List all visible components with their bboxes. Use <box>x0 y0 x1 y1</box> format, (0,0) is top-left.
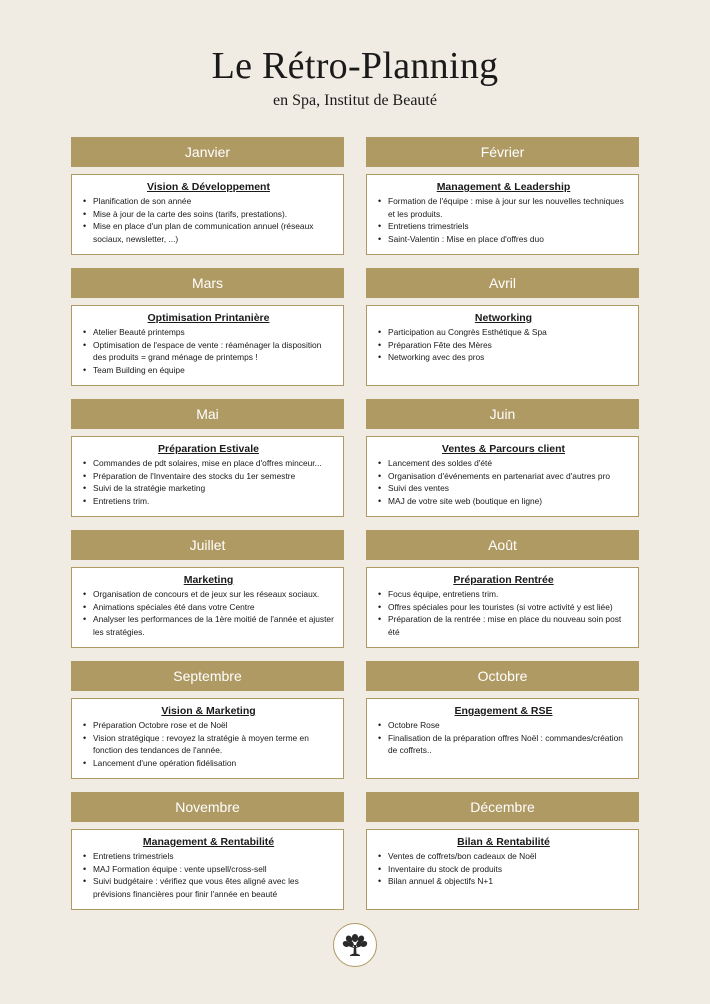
task-item: • Suivi des ventes <box>388 482 632 495</box>
page-header <box>0 0 710 111</box>
month-theme: Préparation Estivale <box>158 443 259 455</box>
task-item: • Octobre Rose <box>388 719 632 732</box>
month-header: Août <box>366 530 639 560</box>
logo <box>333 923 377 967</box>
months-grid <box>71 137 639 923</box>
month-fevrier <box>366 137 639 268</box>
task-item: • Entretiens trimestriels <box>93 850 337 863</box>
task-item: • Planification de son année <box>93 195 337 208</box>
month-card <box>71 698 344 779</box>
task-item: • Networking avec des pros <box>388 351 632 364</box>
task-item: • Organisation d'événements en partenariat avec d'autres pro <box>388 470 632 483</box>
task-item: • Préparation Octobre rose et de Noël <box>93 719 337 732</box>
task-item: • Inventaire du stock de produits <box>388 863 632 876</box>
task-item: • Ventes de coffrets/bon cadeaux de Noël <box>388 850 632 863</box>
page-subtitle: en Spa, Institut de Beauté <box>273 92 437 109</box>
task-item: • Bilan annuel & objectifs N+1 <box>388 875 632 888</box>
month-card <box>366 436 639 517</box>
month-card <box>71 436 344 517</box>
month-theme: Bilan & Rentabilité <box>457 836 550 848</box>
month-decembre <box>366 792 639 923</box>
month-header: Novembre <box>71 792 344 822</box>
month-header: Octobre <box>366 661 639 691</box>
task-item: • Suivi budgétaire : vérifiez que vous êtes aligné avec les prévisions financières pour finir l'année en beauté <box>93 875 337 900</box>
tree-icon <box>340 930 370 960</box>
task-item: • Suivi de la stratégie marketing <box>93 482 337 495</box>
month-septembre <box>71 661 344 792</box>
month-card <box>366 174 639 255</box>
month-aout <box>366 530 639 661</box>
month-mars <box>71 268 344 399</box>
task-item: • Entretiens trim. <box>93 495 337 508</box>
task-item: • Animations spéciales été dans votre Centre <box>93 601 337 614</box>
month-card <box>71 567 344 648</box>
task-item: • Organisation de concours et de jeux sur les réseaux sociaux. <box>93 588 337 601</box>
month-mai <box>71 399 344 530</box>
task-item: • MAJ Formation équipe : vente upsell/cross-sell <box>93 863 337 876</box>
month-juillet <box>71 530 344 661</box>
task-item: • Finalisation de la préparation offres Noël : commandes/création de coffrets.. <box>388 732 632 757</box>
task-list <box>80 850 337 900</box>
month-header: Février <box>366 137 639 167</box>
task-item: • Participation au Congrès Esthétique & Spa <box>388 326 632 339</box>
task-item: • Atelier Beauté printemps <box>93 326 337 339</box>
task-item: • Mise en place d'un plan de communication annuel (réseaux sociaux, newsletter, ...) <box>93 220 337 245</box>
month-theme: Optimisation Printanière <box>147 312 270 324</box>
month-theme: Management & Leadership <box>436 181 571 193</box>
month-juin <box>366 399 639 530</box>
task-list <box>375 457 632 507</box>
month-theme: Vision & Marketing <box>161 705 256 717</box>
task-list <box>80 457 337 507</box>
month-header: Janvier <box>71 137 344 167</box>
month-card <box>366 698 639 779</box>
month-card <box>366 567 639 648</box>
month-theme: Networking <box>474 312 533 324</box>
month-header: Juin <box>366 399 639 429</box>
task-list <box>80 719 337 769</box>
task-item: • MAJ de votre site web (boutique en ligne) <box>388 495 632 508</box>
task-item: • Commandes de pdt solaires, mise en place d'offres minceur... <box>93 457 337 470</box>
task-list <box>80 326 337 376</box>
month-card <box>71 305 344 386</box>
month-header: Mars <box>71 268 344 298</box>
task-item: • Offres spéciales pour les touristes (si votre activité y est liée) <box>388 601 632 614</box>
task-item: • Optimisation de l'espace de vente : réaménager la disposition des produits = grand ménage de printemps ! <box>93 339 337 364</box>
task-item: • Lancement d'une opération fidélisation <box>93 757 337 770</box>
task-item: • Lancement des soldes d'été <box>388 457 632 470</box>
task-item: • Préparation Fête des Mères <box>388 339 632 352</box>
month-janvier <box>71 137 344 268</box>
task-list <box>375 588 632 638</box>
month-header: Septembre <box>71 661 344 691</box>
month-theme: Management & Rentabilité <box>142 836 275 848</box>
task-item: • Focus équipe, entretiens trim. <box>388 588 632 601</box>
month-card <box>366 829 639 910</box>
task-list <box>80 195 337 245</box>
month-header: Mai <box>71 399 344 429</box>
month-header: Décembre <box>366 792 639 822</box>
page-title: Le Rétro-Planning <box>211 45 499 87</box>
task-item: • Team Building en équipe <box>93 364 337 377</box>
month-theme: Engagement & RSE <box>454 705 553 717</box>
month-card <box>71 174 344 255</box>
task-list <box>375 195 632 245</box>
task-item: • Préparation de l'Inventaire des stocks du 1er semestre <box>93 470 337 483</box>
month-card <box>366 305 639 386</box>
task-item: • Mise à jour de la carte des soins (tarifs, prestations). <box>93 208 337 221</box>
task-item: • Entretiens trimestriels <box>388 220 632 233</box>
task-item: • Formation de l'équipe : mise à jour sur les nouvelles techniques et les produits. <box>388 195 632 220</box>
month-theme: Ventes & Parcours client <box>441 443 566 455</box>
task-list <box>80 588 337 638</box>
month-avril <box>366 268 639 399</box>
task-list <box>375 719 632 757</box>
task-item: • Préparation de la rentrée : mise en place du nouveau soin post été <box>388 613 632 638</box>
month-theme: Marketing <box>183 574 234 586</box>
month-theme: Préparation Rentrée <box>453 574 554 586</box>
month-header: Avril <box>366 268 639 298</box>
task-item: • Saint-Valentin : Mise en place d'offres duo <box>388 233 632 246</box>
month-card <box>71 829 344 910</box>
task-list <box>375 850 632 888</box>
month-novembre <box>71 792 344 923</box>
task-item: • Analyser les performances de la 1ère moitié de l'année et ajuster les stratégies. <box>93 613 337 638</box>
month-theme: Vision & Développement <box>147 181 270 193</box>
month-header: Juillet <box>71 530 344 560</box>
month-octobre <box>366 661 639 792</box>
task-list <box>375 326 632 364</box>
task-item: • Vision stratégique : revoyez la stratégie à moyen terme en fonction des tendances de l'année. <box>93 732 337 757</box>
